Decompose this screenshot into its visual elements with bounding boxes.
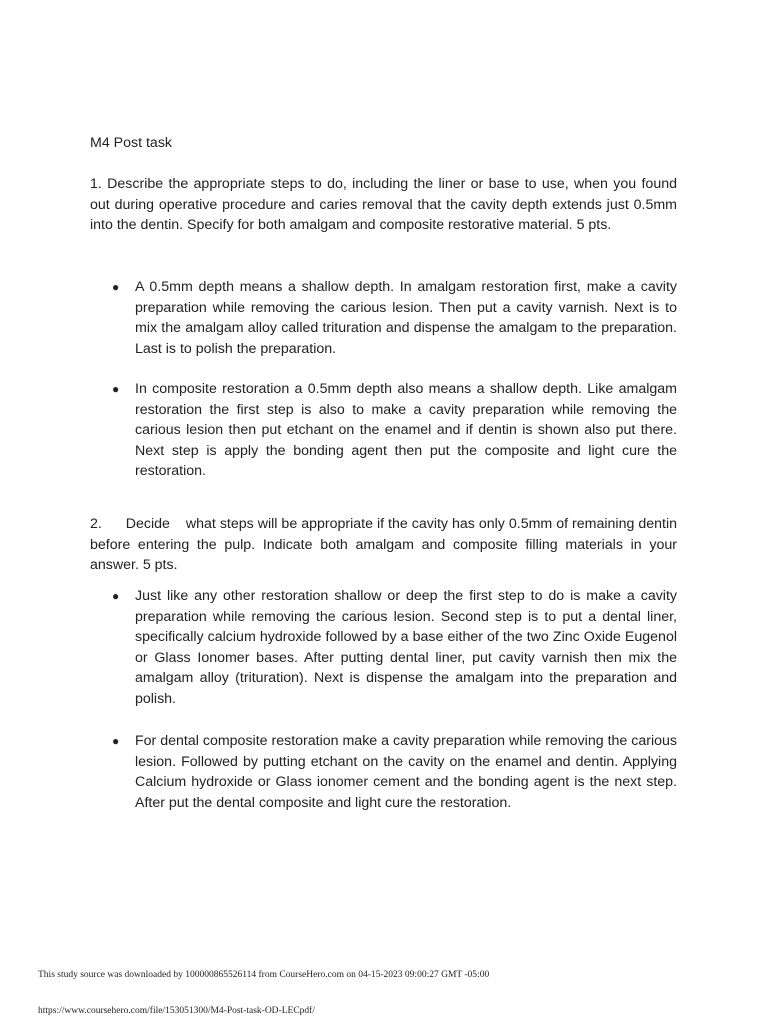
bullet-icon: ● [112,280,120,294]
document-title: M4 Post task [90,135,173,151]
answer-1-amalgam [112,277,677,359]
bullet-icon: ● [112,589,120,603]
question-2: 2. Decide what steps will be appropriate if the cavity has only 0.5mm of remaining dentin before entering the pulp. Indicate both amalgam and composite filling materials in your answer. 5 pts. [90,516,681,573]
answer-text: A 0.5mm depth means a shallow depth. In amalgam restoration first, make a cavity preparation while removing the carious lesion. Then put a cavity varnish. Next is to mix the amalgam alloy called trituration and dispense the amalgam to the preparation. Last is to polish the preparation. [135,279,677,357]
source-url[interactable]: https://www.coursehero.com/file/153051300/M4-Post-task-OD-LECpdf/ [38,1006,315,1016]
answer-1-composite [112,379,677,482]
answer-text: In composite restoration a 0.5mm depth also means a shallow depth. Like amalgam restoration the first step is also to make a cavity preparation while removing the carious lesion then put etchant on the enamel and if dentin is shown also put there. Next step is apply the bonding agent then put the composite and light cure the restoration. [135,381,677,480]
question-1: 1. Describe the appropriate steps to do, including the liner or base to use, when you found out during operative procedure and caries removal that the cavity depth extends just 0.5mm into the dentin. Specify for both amalgam and composite restorative material. 5 pts. [90,176,677,233]
answer-2-composite [112,731,677,813]
answer-text: For dental composite restoration make a cavity preparation while removing the carious lesion. Followed by putting etchant on the cavity on the enamel and dentin. Applying Calcium hydroxide or Glass ionomer cement and the bonding agent is the next step. After put the dental composite and light cure the restoration. [135,733,677,811]
answer-2-amalgam [112,586,677,710]
answer-text: Just like any other restoration shallow or deep the first step to do is make a cavity preparation while removing the carious lesion. Second step is to put a dental liner, specifically calcium hydroxide followed by a base either of the two Zinc Oxide Eugenol or Glass Ionomer bases. After putting dental liner, put cavity varnish then mix the amalgam alloy (trituration). Next is dispense the amalgam into the preparation and polish. [135,588,677,707]
bullet-icon: ● [112,382,120,396]
download-notice: This study source was downloaded by 100000865526114 from CourseHero.com on 04-15-2023 09:00:27 GMT -05:00 [38,970,490,980]
bullet-icon: ● [112,734,120,748]
